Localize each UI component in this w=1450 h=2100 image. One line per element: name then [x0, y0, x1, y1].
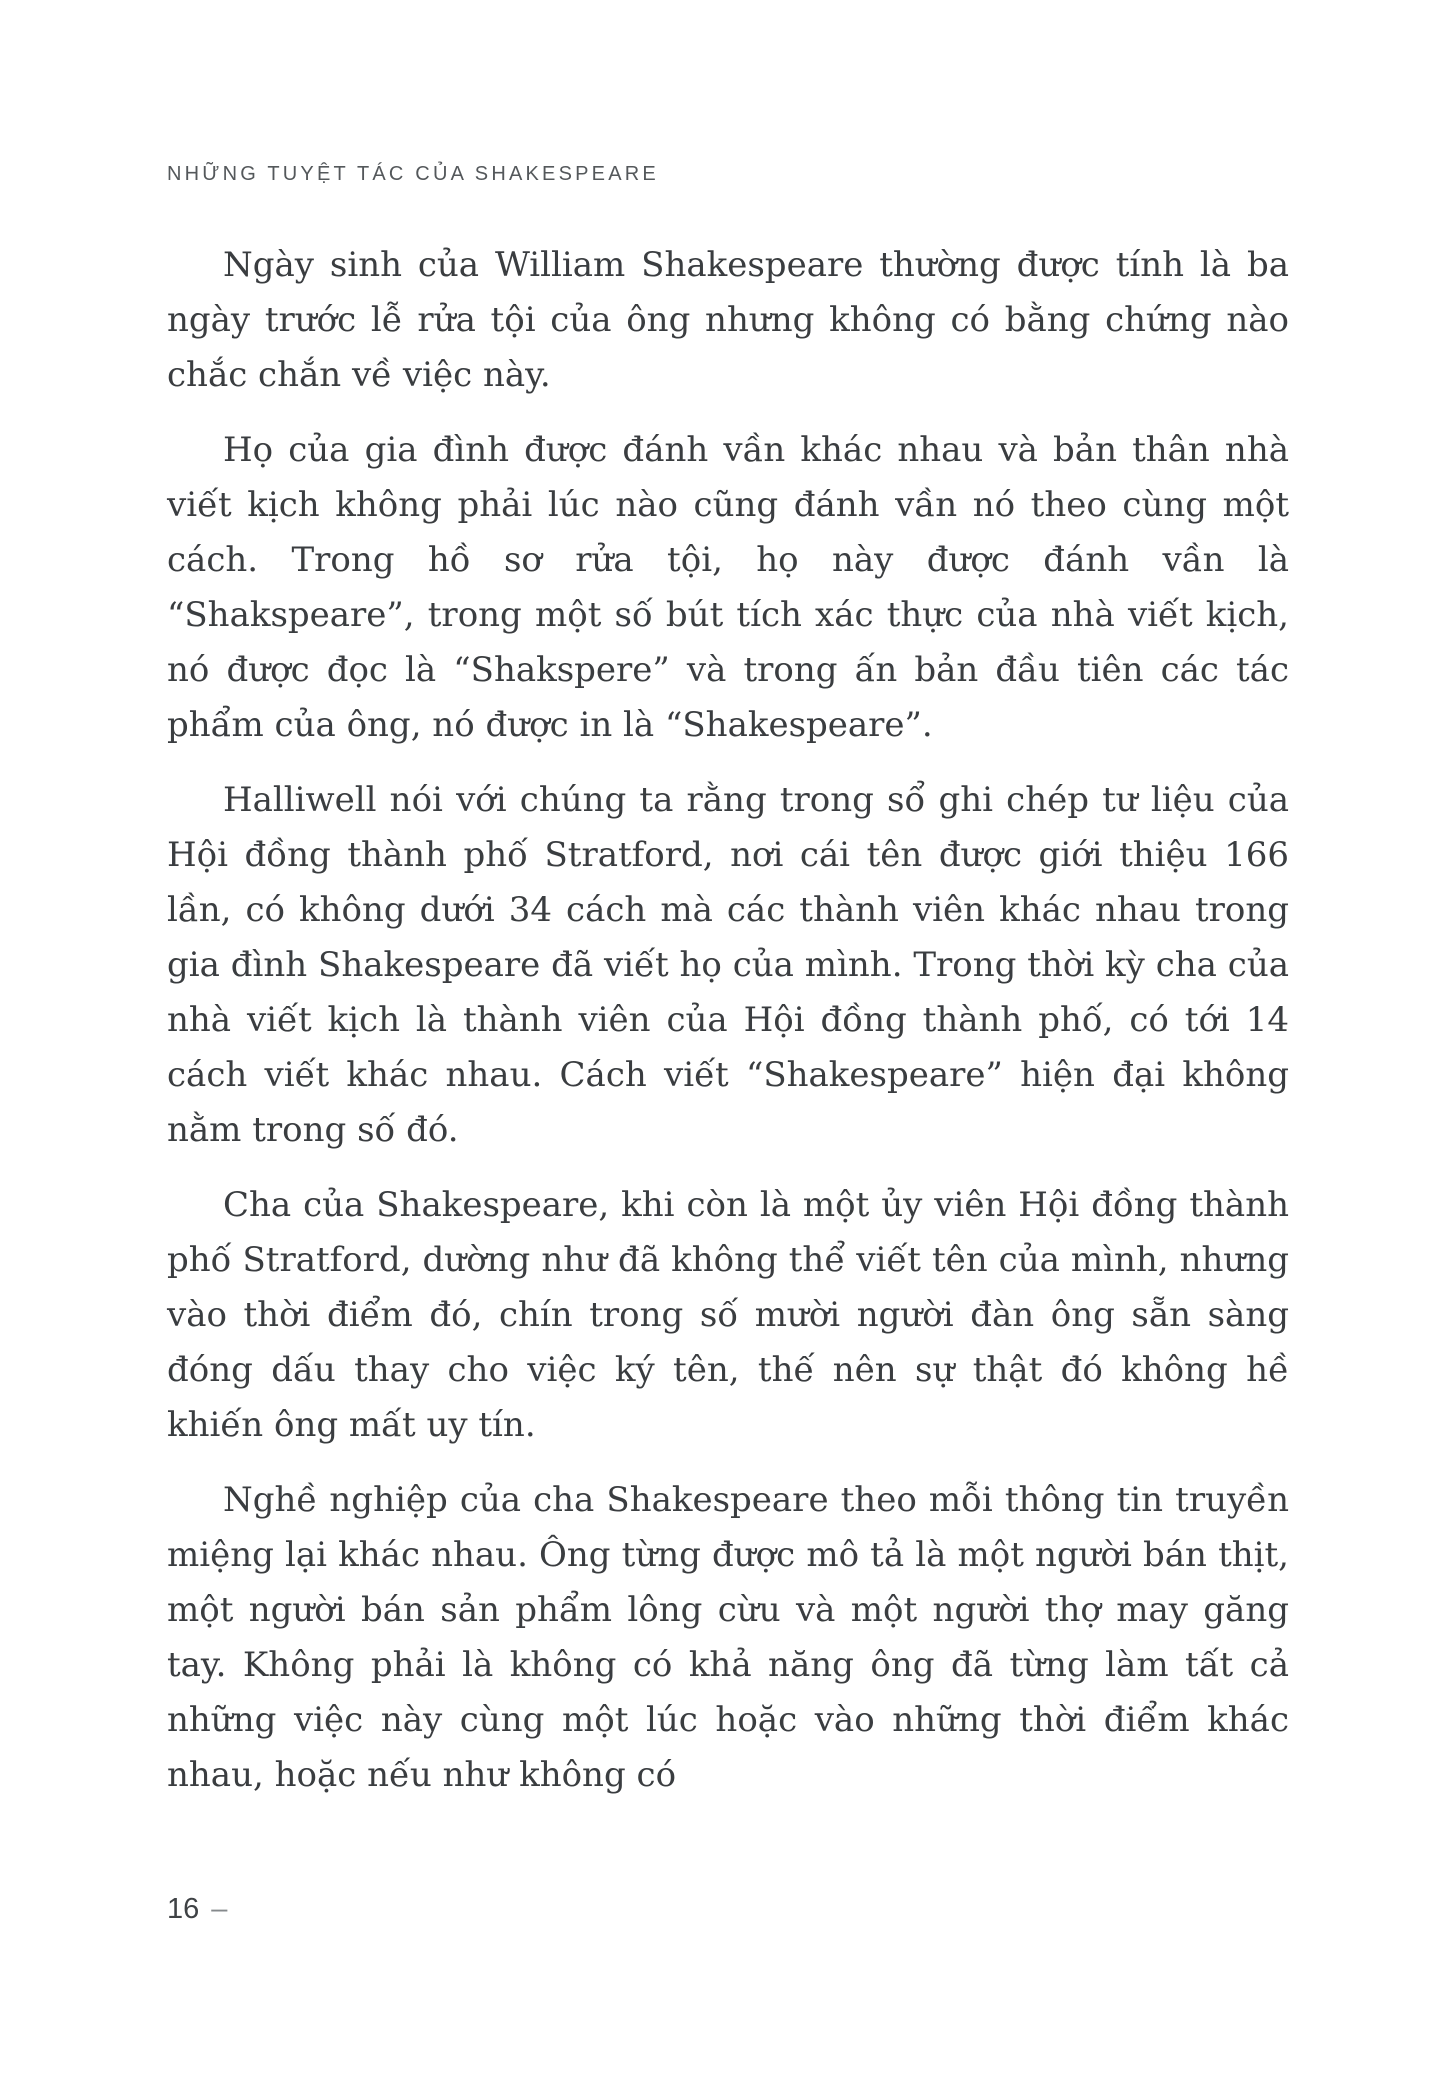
paragraph: Nghề nghiệp của cha Shakespeare theo mỗi thông tin truyền miệng lại khác nhau. Ông từng được mô tả là một người bán thịt, một người bán sản phẩm lông cừu và một người thợ may găng tay. Không phải là không có khả năng ông đã từng làm tất cả những việc này cùng một lúc hoặc vào những thời điểm khác nhau, hoặc nếu như không có — [167, 1480, 1289, 1795]
paragraph: Cha của Shakespeare, khi còn là một ủy viên Hội đồng thành phố Stratford, dường như đã không thể viết tên của mình, nhưng vào thời điểm đó, chín trong số mười người đàn ông sẵn sàng đóng dấu thay cho việc ký tên, thế nên sự thật đó không hề khiến ông mất uy tín. — [167, 1185, 1289, 1445]
paragraph: Họ của gia đình được đánh vần khác nhau và bản thân nhà viết kịch không phải lúc nào cũng đánh vần nó theo cùng một cách. Trong hồ sơ rửa tội, họ này được đánh vần là “Shakspeare”, trong một số bút tích xác thực của nhà viết kịch, nó được đọc là “Shakspere” và trong ấn bản đầu tiên các tác phẩm của ông, nó được in là “Shakespeare”. — [167, 430, 1289, 745]
paragraph: Halliwell nói với chúng ta rằng trong sổ ghi chép tư liệu của Hội đồng thành phố Stratford, nơi cái tên được giới thiệu 166 lần, có không dưới 34 cách mà các thành viên khác nhau trong gia đình Shakespeare đã viết họ của mình. Trong thời kỳ cha của nhà viết kịch là thành viên của Hội đồng thành phố, có tới 14 cách viết khác nhau. Cách viết “Shakespeare” hiện đại không nằm trong số đó. — [167, 780, 1289, 1150]
paragraph: Ngày sinh của William Shakespeare thường được tính là ba ngày trước lễ rửa tội của ông nhưng không có bằng chứng nào chắc chắn về việc này. — [167, 245, 1289, 395]
page-number-dash: – — [211, 1893, 228, 1925]
body-text — [167, 238, 1289, 1823]
page-footer — [167, 1893, 227, 1926]
page-number: 16 — [167, 1893, 200, 1925]
running-head: NHỮNG TUYỆT TÁC CỦA SHAKESPEARE — [167, 163, 659, 185]
